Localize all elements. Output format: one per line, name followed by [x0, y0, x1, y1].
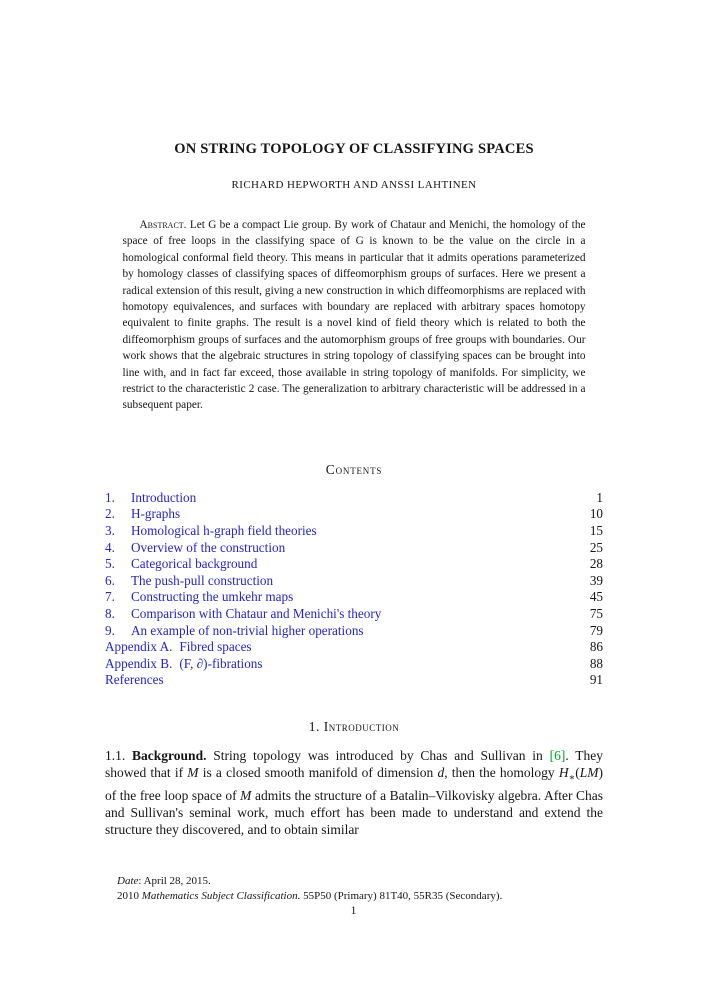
text-segment: H	[558, 765, 569, 780]
toc-entry-title[interactable]: (F, ∂)-fibrations	[179, 655, 263, 671]
toc-row	[105, 573, 603, 590]
toc-entry-page: 10	[589, 506, 603, 522]
text-segment: admits the structure of a Batalin–Vilkovisky algebra. After Chas and Sullivan's seminal work, much effort has been made to understand and extend the structure they discovered, and to obtain similar	[105, 787, 603, 837]
toc-entry-title[interactable]: Fibred spaces	[179, 639, 252, 655]
text-segment: String topology was introduced by Chas and Sullivan in	[206, 748, 550, 763]
abstract	[123, 217, 586, 414]
text-segment: : April 28, 2015.	[138, 875, 211, 887]
toc-entry-number[interactable]: 6.	[105, 572, 115, 588]
text-segment: Date	[117, 875, 139, 887]
text-segment: (	[575, 765, 580, 780]
text-segment: Background.	[132, 748, 207, 763]
toc-entry-title[interactable]: Introduction	[131, 489, 197, 505]
text-segment: ) of the free loop space of	[105, 765, 603, 803]
abstract-label: Abstract.	[139, 219, 187, 231]
toc-row	[105, 656, 603, 673]
toc-row	[105, 556, 603, 573]
toc-entry-page: 86	[589, 639, 603, 655]
toc-row	[105, 606, 603, 623]
toc-row	[105, 540, 603, 557]
toc-entry-title[interactable]: Categorical background	[131, 556, 258, 572]
toc-row	[105, 506, 603, 523]
paper-authors: RICHARD HEPWORTH AND ANSSI LAHTINEN	[231, 179, 477, 191]
toc-row	[105, 523, 603, 540]
abstract-text: Let G be a compact Lie group. By work of Chataur and Menichi, the homology of the space of free loops in the classifying space of G is known to be the value on the circle in a homological conformal field theory. This means in particular that it admits operations parameterized by homology classes of classifying spaces of diffeomorphism groups of surfaces. Here we present a radical extension of this result, giving a new construction in which diffeomorphisms are replaced with homotopy equivalences, and surfaces with boundary are replaced with arbitrary spaces homotopy equivalent to finite graphs. The result is a novel kind of field theory which is related to both the diffeomorphism groups of surfaces and the automorphism groups of free groups with boundaries. Our work shows that the algebraic structures in string topology of classifying spaces can be brought into line with, and in fact far exceed, those available in string topology of manifolds. For simplicity, we restrict to the characteristic 2 case. The generalization to arbitrary characteristic will be addressed in a subsequent paper.	[122, 219, 586, 412]
toc-entry-title[interactable]: Comparison with Chataur and Menichi's theory	[131, 606, 382, 622]
text-segment: ∗	[568, 772, 576, 784]
text-segment: LM	[579, 765, 599, 780]
date-line	[105, 874, 603, 889]
toc-entry-title[interactable]: Constructing the umkehr maps	[131, 589, 294, 605]
toc-entry-title[interactable]: H-graphs	[131, 506, 181, 522]
text-segment: 1.1.	[105, 748, 133, 763]
text-segment: . They showed that if	[105, 748, 604, 780]
toc-entry-number[interactable]: Appendix A.	[105, 639, 173, 655]
text-segment: is a closed smooth manifold of dimension	[198, 765, 438, 780]
text-segment: d	[437, 765, 445, 780]
footnote-block	[105, 874, 603, 903]
toc-entry-page: 45	[589, 589, 603, 605]
toc-entry-number[interactable]: 5.	[105, 556, 115, 572]
toc-entry-title[interactable]: An example of non-trivial higher operations	[131, 622, 364, 638]
text-segment: 55P50 (Primary) 81T40, 55R35 (Secondary).	[300, 889, 503, 902]
toc-entry-number[interactable]: 4.	[105, 539, 115, 555]
msc-line	[105, 889, 603, 904]
toc-entry-number[interactable]: Appendix B.	[105, 655, 173, 671]
toc-row	[105, 639, 603, 656]
text-segment: M	[240, 787, 252, 803]
table-of-contents	[105, 490, 603, 689]
toc-entry-number[interactable]: 3.	[105, 523, 115, 539]
toc-entry-number[interactable]: 2.	[105, 506, 115, 522]
toc-entry-page: 1	[596, 489, 603, 505]
toc-entry-page: 39	[589, 572, 603, 588]
text-segment: M	[187, 765, 199, 780]
toc-entry-number[interactable]: 1.	[105, 489, 115, 505]
toc-entry-number[interactable]: References	[105, 672, 164, 688]
toc-entry-page: 88	[589, 655, 603, 671]
intro-paragraph	[105, 747, 603, 838]
paper-title: ON STRING TOPOLOGY OF CLASSIFYING SPACES	[174, 141, 534, 157]
text-segment: 2010	[117, 889, 142, 902]
page-number: 1	[350, 905, 357, 917]
toc-row	[105, 490, 603, 507]
section-heading: 1. Introduction	[308, 719, 400, 734]
contents-heading: Contents	[325, 461, 383, 477]
text-segment: Mathematics Subject Classification.	[141, 889, 301, 902]
text-segment: , then the homology	[444, 765, 559, 780]
toc-entry-number[interactable]: 9.	[105, 622, 115, 638]
paper-page-content	[105, 0, 603, 838]
toc-entry-number[interactable]: 8.	[105, 606, 115, 622]
toc-entry-number[interactable]: 7.	[105, 589, 115, 605]
citation-link[interactable]: [6]	[549, 748, 566, 763]
toc-entry-title[interactable]: Homological h-graph field theories	[131, 523, 317, 539]
toc-entry-page: 75	[589, 606, 603, 622]
toc-entry-page: 79	[589, 622, 603, 638]
toc-entry-page: 28	[589, 556, 603, 572]
toc-entry-page: 25	[589, 539, 603, 555]
toc-row	[105, 623, 603, 640]
toc-entry-title[interactable]: Overview of the construction	[131, 539, 286, 555]
toc-entry-page: 91	[589, 672, 603, 688]
toc-entry-page: 15	[589, 523, 603, 539]
toc-row	[105, 672, 603, 689]
toc-entry-title[interactable]: The push-pull construction	[131, 572, 274, 588]
toc-row	[105, 589, 603, 606]
